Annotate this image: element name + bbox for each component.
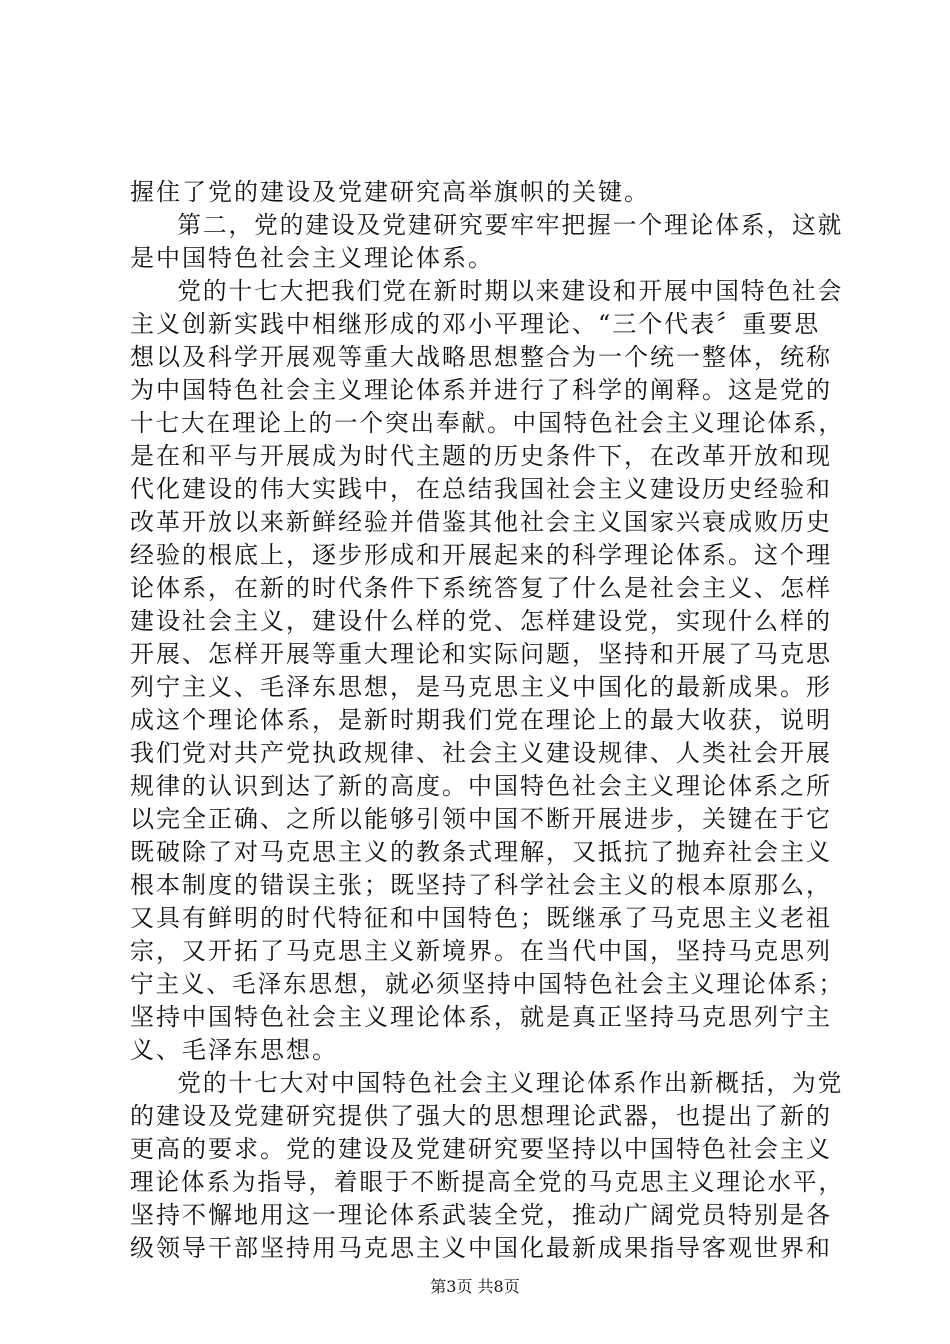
text-line: 级领导干部坚持用马克思主义中国化最新成果指导客观世界和 (130, 1234, 832, 1262)
text-line: 党的十七大对中国特色社会主义理论体系作出新概括，为党 (177, 1069, 844, 1097)
text-line: 宁主义、毛泽东思想，就必须坚持中国特色社会主义理论体系； (130, 970, 845, 998)
text-line: 列宁主义、毛泽东思想，是马克思主义中国化的最新成果。形 (130, 673, 832, 701)
text-line: 党的十七大把我们党在新时期以来建设和开展中国特色社会 (177, 277, 844, 305)
text-line: 成这个理论体系，是新时期我们党在理论上的最大收获，说明 (130, 706, 832, 734)
text-line: 代化建设的伟大实践中，在总结我国社会主义建设历史经验和 (130, 475, 832, 503)
text-line: 既破除了对马克思主义的教条式理解，又抵抗了抛弃社会主义 (130, 838, 832, 866)
text-line: 是中国特色社会主义理论体系。 (130, 244, 494, 272)
text-line: 第二，党的建设及党建研究要牢牢把握一个理论体系，这就 (177, 211, 844, 239)
text-line: 理论体系为指导，着眼于不断提高全党的马克思主义理论水平， (130, 1168, 845, 1196)
text-line: 根本制度的错误主张；既坚持了科学社会主义的根本原那么， (130, 871, 832, 899)
text-line: 建设社会主义，建设什么样的党、怎样建设党，实现什么样的 (130, 607, 832, 635)
text-line: 我们党对共产党执政规律、社会主义建设规律、人类社会开展 (130, 739, 832, 767)
text-line: 论体系，在新的时代条件下系统答复了什么是社会主义、怎样 (130, 574, 832, 602)
text-line: 以完全正确、之所以能够引领中国不断开展进步，关键在于它 (130, 805, 832, 833)
text-line: 更高的要求。党的建设及党建研究要坚持以中国特色社会主义 (130, 1135, 832, 1163)
text-line: 义、毛泽东思想。 (130, 1036, 338, 1064)
text-line: 想以及科学开展观等重大战略思想整合为一个统一整体，统称 (130, 343, 832, 371)
text-line: 改革开放以来新鲜经验并借鉴其他社会主义国家兴衰成败历史 (130, 508, 832, 536)
text-line: 十七大在理论上的一个突出奉献。中国特色社会主义理论体系， (130, 409, 845, 437)
text-line: 又具有鲜明的时代特征和中国特色；既继承了马克思主义老祖 (130, 904, 832, 932)
text-line: 的建设及党建研究提供了强大的思想理论武器，也提出了新的 (130, 1102, 832, 1130)
text-line: 宗，又开拓了马克思主义新境界。在当代中国，坚持马克思列 (130, 937, 832, 965)
text-line: 坚持不懈地用这一理论体系武装全党，推动广阔党员特别是各 (130, 1201, 832, 1229)
text-line: 坚持中国特色社会主义理论体系，就是真正坚持马克思列宁主 (130, 1003, 832, 1031)
document-body (130, 176, 844, 1265)
text-line: 为中国特色社会主义理论体系并进行了科学的阐释。这是党的 (130, 376, 832, 404)
text-line: 握住了党的建设及党建研究高举旗帜的关键。 (130, 178, 650, 206)
text-line: 经验的根底上，逐步形成和开展起来的科学理论体系。这个理 (130, 541, 832, 569)
text-line: 规律的认识到达了新的高度。中国特色社会主义理论体系之所 (130, 772, 832, 800)
text-line: 主义创新实践中相继形成的邓小平理论、“三个代表〞重要思 (130, 310, 821, 338)
text-line: 开展、怎样开展等重大理论和实际问题，坚持和开展了马克思 (130, 640, 832, 668)
text-line: 是在和平与开展成为时代主题的历史条件下，在改革开放和现 (130, 442, 832, 470)
page-footer: 第3页 共8页 (430, 1277, 520, 1296)
